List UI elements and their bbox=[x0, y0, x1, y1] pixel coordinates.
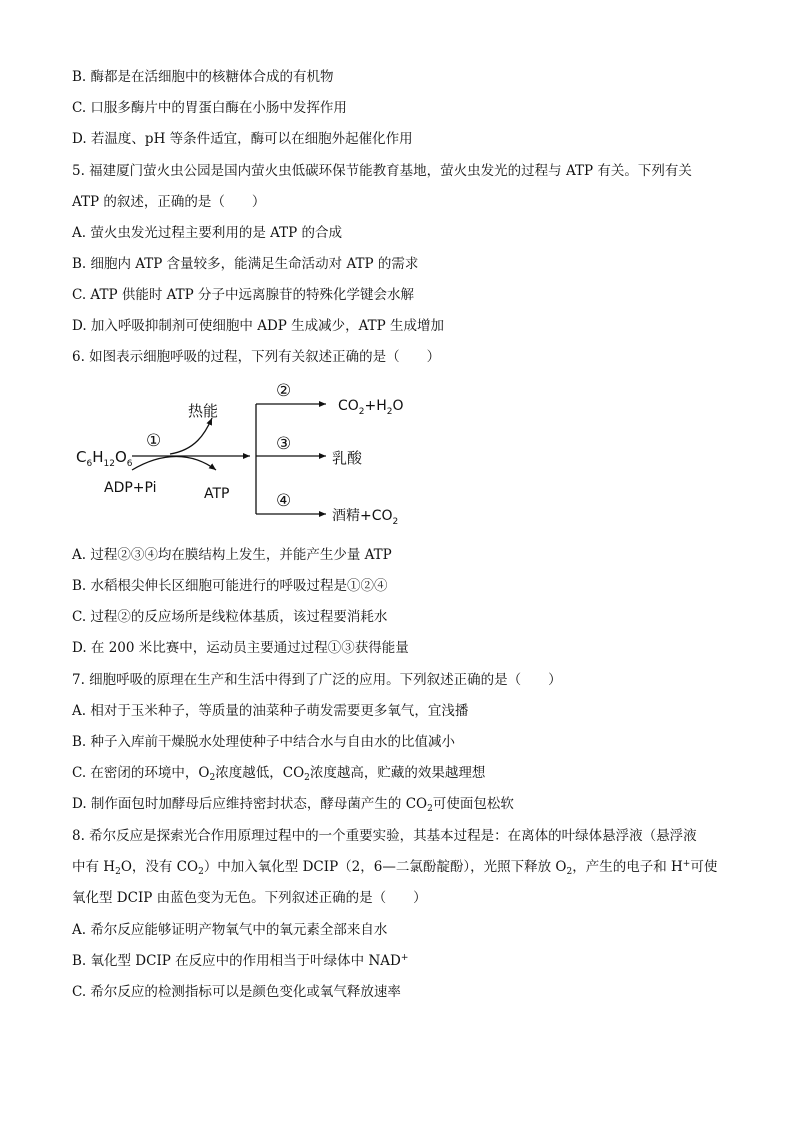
q7-option-b: B. 种子入库前干燥脱水处理使种子中结合水与自由水的比值减小 bbox=[72, 734, 456, 750]
atp-label: ATP bbox=[204, 486, 230, 502]
q7-stem: 7. 细胞呼吸的原理在生产和生活中得到了广泛的应用。下列叙述正确的是（ ） bbox=[72, 672, 562, 688]
q8-stem-line2: 中有 $H_2O$，没有 $CO_2$）中加入氧化型 DCIP（2，6—二氯酚靛酚），光照下释放 $O_2$，产生的电子和 H+可使 bbox=[72, 859, 718, 877]
q7-option-c: C. 在密闭的环境中，$O_2$浓度越低，$CO_2$浓度越高，贮藏的效果越理想 bbox=[72, 765, 486, 783]
respiration-diagram bbox=[70, 372, 430, 534]
adp-label: ADP+Pi bbox=[104, 480, 157, 496]
q7-option-a: A. 相对于玉米种子，等质量的油菜种子萌发需要更多氧气，宜浅播 bbox=[72, 703, 469, 719]
q4-option-b: B. 酶都是在活细胞中的核糖体合成的有机物 bbox=[72, 69, 334, 85]
heat-release-curve bbox=[170, 418, 212, 454]
q5-option-c: C. ATP 供能时 ATP 分子中远离腺苷的特殊化学键会水解 bbox=[72, 287, 415, 303]
atp-synthesis-curve bbox=[132, 457, 216, 471]
q8-stem-line3: 氧化型 DCIP 由蓝色变为无色。下列叙述正确的是（ ） bbox=[72, 890, 427, 906]
q8-stem-line1: 8. 希尔反应是探索光合作用原理过程中的一个重要实验，其基本过程是：在离体的叶绿体悬浮液（悬浮液 bbox=[72, 828, 697, 844]
step-2-label: ② bbox=[276, 381, 292, 401]
q6-option-d: D. 在 200 米比赛中，运动员主要通过过程①③获得能量 bbox=[72, 640, 409, 656]
q6-stem: 6. 如图表示细胞呼吸的过程，下列有关叙述正确的是（ ） bbox=[72, 349, 441, 365]
step-1-label: ① bbox=[146, 431, 162, 451]
heat-label: 热能 bbox=[188, 402, 219, 420]
q6-option-b: B. 水稻根尖伸长区细胞可能进行的呼吸过程是①②④ bbox=[72, 578, 388, 594]
q4-option-d: D. 若温度、pH 等条件适宜，酶可以在细胞外起催化作用 bbox=[72, 131, 413, 147]
glucose-formula: $C_6H_{12}O_6$ bbox=[76, 448, 133, 469]
q4-option-c: C. 口服多酶片中的胃蛋白酶在小肠中发挥作用 bbox=[72, 100, 347, 116]
q5-stem-line1: 5. 福建厦门萤火虫公园是国内萤火虫低碳环保节能教育基地，萤火虫发光的过程与 ATP 有关。下列有关 bbox=[72, 163, 692, 179]
q8-option-b: B. 氧化型 DCIP 在反应中的作用相当于叶绿体中 NAD+ bbox=[72, 953, 409, 969]
step-3-label: ③ bbox=[276, 434, 292, 454]
q7-option-d: D. 制作面包时加酵母后应维持密封状态，酵母菌产生的 $CO_2$可使面包松软 bbox=[72, 796, 514, 814]
q5-stem-line2: ATP 的叙述，正确的是（ ） bbox=[72, 194, 266, 210]
product-lactic-acid: 乳酸 bbox=[332, 449, 363, 467]
q5-option-d: D. 加入呼吸抑制剂可使细胞中 ADP 生成减少，ATP 生成增加 bbox=[72, 318, 445, 334]
q6-option-a: A. 过程②③④均在膜结构上发生，并能产生少量 ATP bbox=[72, 547, 392, 563]
q5-option-a: A. 萤火虫发光过程主要利用的是 ATP 的合成 bbox=[72, 225, 343, 241]
product-co2-h2o: $CO_2+H_2O$ bbox=[338, 398, 404, 417]
product-alcohol-co2: 酒精$+CO_2$ bbox=[332, 508, 399, 527]
q8-option-a: A. 希尔反应能够证明产物氧气中的氧元素全部来自水 bbox=[72, 922, 388, 938]
q5-option-b: B. 细胞内 ATP 含量较多，能满足生命活动对 ATP 的需求 bbox=[72, 256, 419, 272]
step-4-label: ④ bbox=[276, 491, 292, 511]
q6-option-c: C. 过程②的反应场所是线粒体基质，该过程要消耗水 bbox=[72, 609, 388, 625]
q8-option-c: C. 希尔反应的检测指标可以是颜色变化或氧气释放速率 bbox=[72, 984, 401, 1000]
